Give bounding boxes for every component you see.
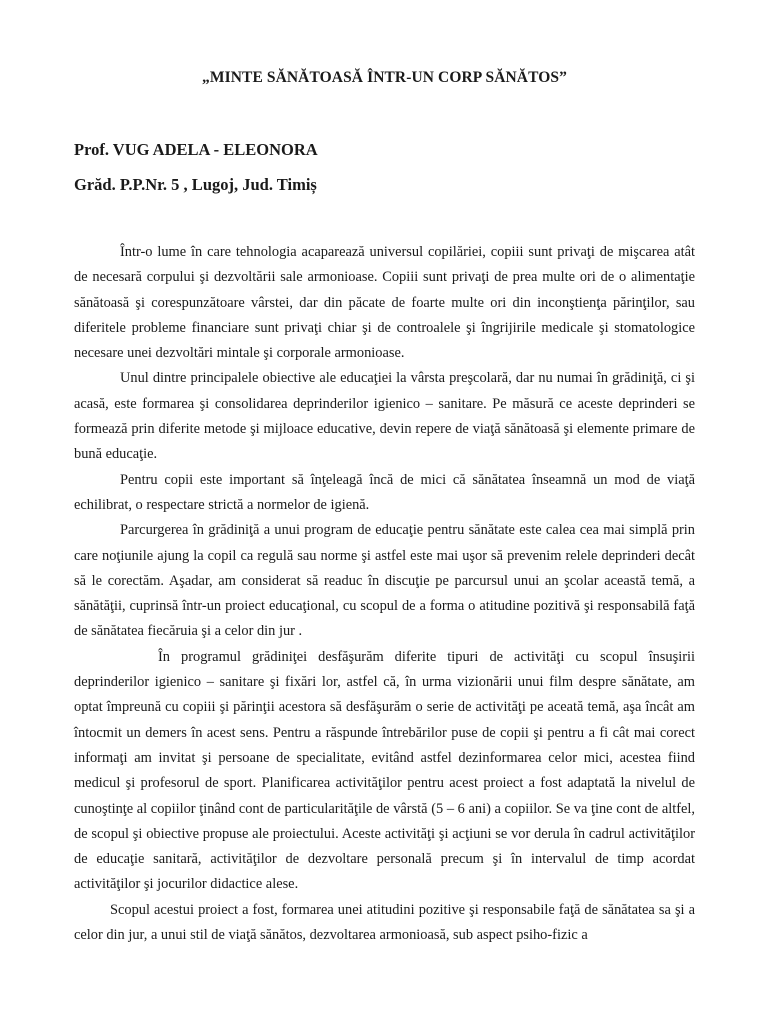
paragraph: Unul dintre principalele obiective ale educaţiei la vârsta preşcolară, dar nu numai în grădiniţă, ci şi acasă, este formarea şi consolidarea deprinderilor igienico – sanitare. Pe măsură ce aceste deprinderi se formează prin diferite metode şi mijloace educative, devin repere de viaţă sănătoasă şi elemente primare de bună educaţie. [74,370,695,463]
school-affiliation: Grăd. P.P.Nr. 5 , Lugoj, Jud. Timiș [74,175,317,194]
paragraph: Parcurgerea în grădiniţă a unui program de educaţie pentru sănătate este calea cea mai simplă prin care noţiunile ajung la copil ca regulă sau norme şi astfel este mai uşor să prevenim relele deprinderi decât să le corectăm. Aşadar, am considerat să readuc în discuţie pe parcursul unui an şcolar această temă, a sănătăţii, cuprinsă într-un proiect educaţional, cu scopul de a forma o atitudine pozitivă şi responsabilă faţă de sănătatea fiecăruia şi a celor din jur . [74,522,695,640]
article-body [74,240,695,948]
paragraph: În programul grădiniţei desfăşurăm diferite tipuri de activităţi cu scopul însuşirii deprinderilor igienico – sanitare şi fixări lor, astfel că, în urma vizionării unui film despre sănătate, am optat împreună cu copiii şi părinţii acestora să desfăşurăm o serie de activităţi pe aceată temă, aşa încât am întocmit un demers în acest sens. Pentru a răspunde întrebărilor puse de copii şi pentru a fi cât mai corect informaţi am invitat şi persoane de specialitate, evitând astfel dezinformarea celor mici, acestea fiind medicul şi profesorul de sport. Planificarea activităţilor pentru acest proiect a fost adaptată la nivelul de cunoştinţe al copiilor ţinând cont de particularităţile de vârstă (5 – 6 ani) a copiilor. Se va ţine cont de altfel, de scopul şi obiective propuse ale proiectului. Aceste activităţi şi acţiuni se vor derula în cadrul activităţilor de educaţie sanitară, activităţilor de dezvoltare personală precum şi în intervalul de timp acordat activităţilor şi jocurilor didactice alese. [74,648,695,893]
paragraph: Într-o lume în care tehnologia acaparează universul copilăriei, copiii sunt privaţi de mişcarea atât de necesară corpului şi dezvoltării sale armonioase. Copiii sunt privaţi de prea multe ori de o alimentaţie sănătoasă şi corespunzătoare vârstei, dar din păcate de foarte multe ori din inconştienţa părinţilor, sau diferitele probleme financiare sunt privaţi chiar şi de controalele şi îngrijirile medicale şi stomatologice necesare unei dezvoltări mintale şi corporale armonioase. [74,244,695,362]
document-title: „MINTE SĂNĂTOASĂ ÎNTR-UN CORP SĂNĂTOS” [202,69,567,86]
author-name: Prof. VUG ADELA - ELEONORA [74,140,318,159]
paragraph: Scopul acestui proiect a fost, formarea unei atitudini pozitive şi responsabile faţă de sănătatea sa şi a celor din jur, a unui stil de viaţă sănătos, dezvoltarea armonioasă, sub aspect psiho-fizic a [74,901,695,944]
paragraph: Pentru copii este important să înţeleagă încă de mici că sănătatea înseamnă un mod de viaţă echilibrat, o respectare strictă a normelor de igienă. [74,471,695,513]
